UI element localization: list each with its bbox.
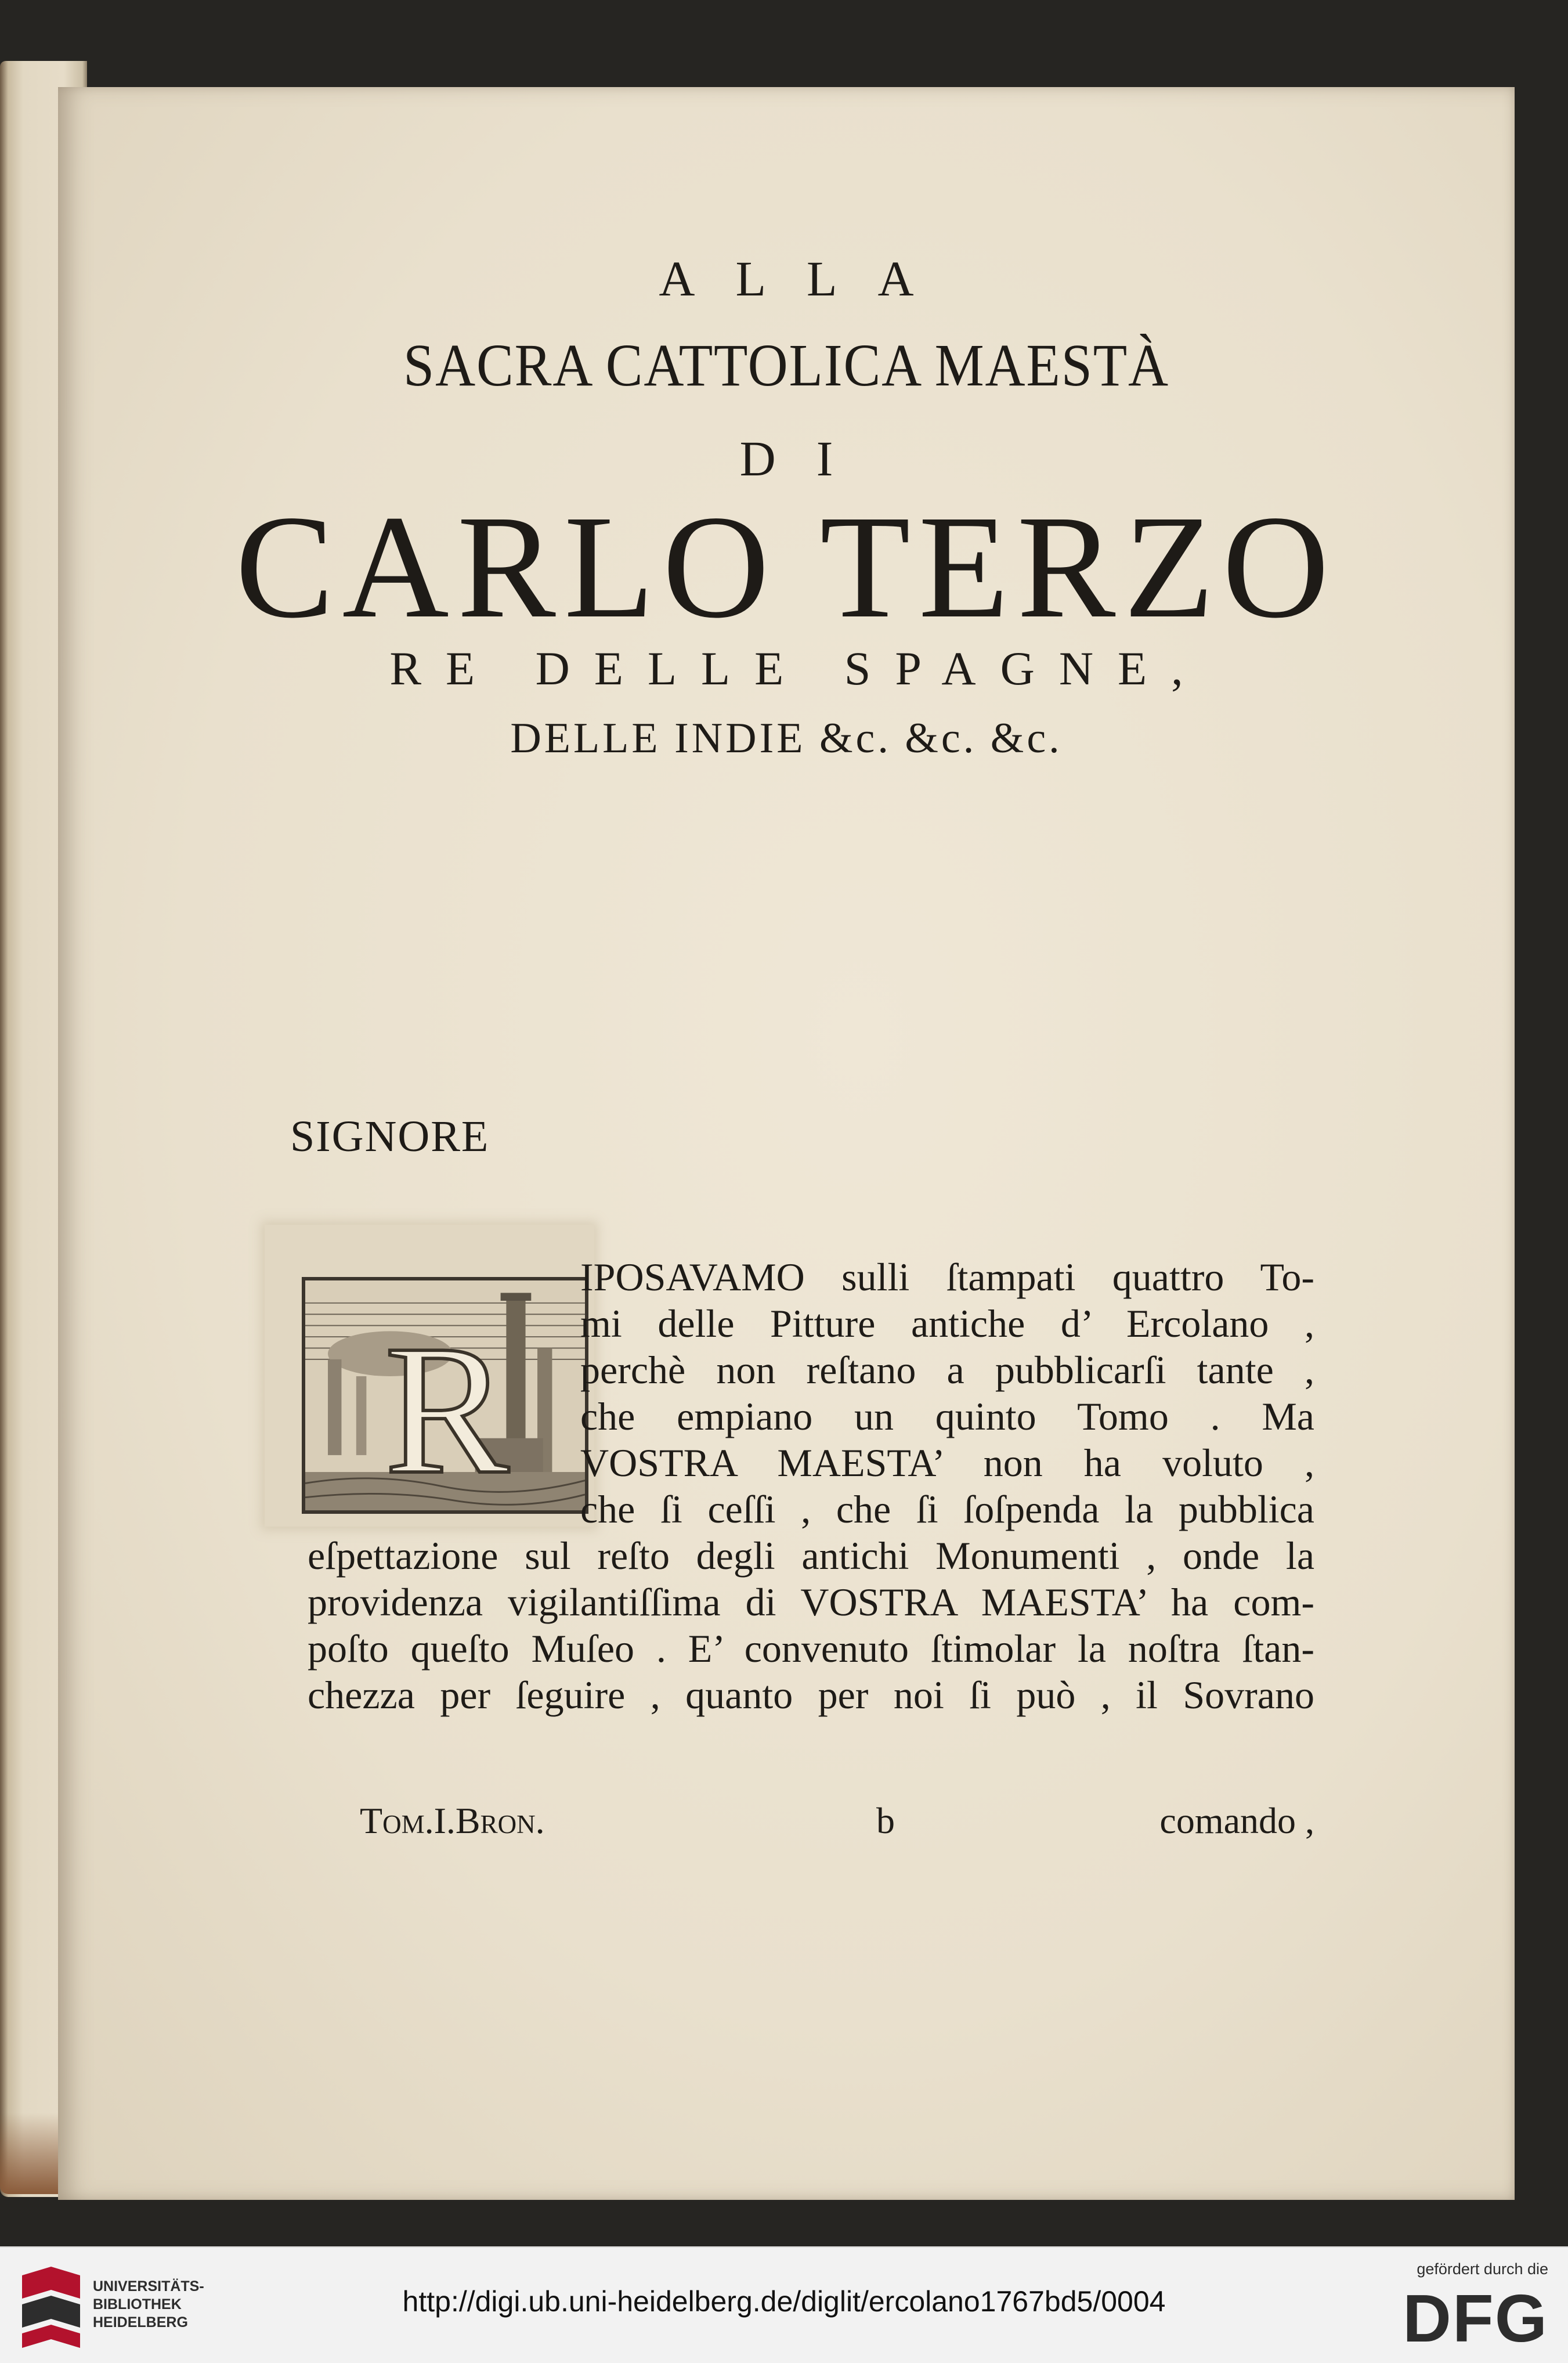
body-line: chezza per ſeguire , quanto per noi ſi può , il Sovrano <box>308 1673 1314 1717</box>
heading-carlo-terzo: CARLO TERZO <box>235 485 1338 649</box>
body-line: perchè non reſtano a pubblicarſi tante , <box>580 1348 1314 1392</box>
body-line: VOSTRA MAESTA’ non ha voluto , <box>580 1441 1314 1485</box>
body-line: che ſi ceſſi , che ſi ſoſpenda la pubblica <box>580 1487 1314 1531</box>
signature-left: Tom.I.Bron. <box>360 1800 545 1841</box>
permalink-url[interactable]: http://digi.ub.uni-heidelberg.de/diglit/ercolano1767bd5/0004 <box>402 2285 1166 2318</box>
signature-mark: b <box>876 1800 895 1841</box>
decorated-initial-ruins-icon <box>302 1277 588 1514</box>
salutation: SIGNORE <box>290 1112 490 1161</box>
body-line: providenza vigilantiſſima di VOSTRA MAESTA’ ha com- <box>308 1580 1314 1624</box>
initial-engraving <box>305 1280 585 1510</box>
page-footer <box>360 1799 1314 1846</box>
book-page <box>58 87 1515 2200</box>
heading-re-delle-spagne: RE DELLE SPAGNE, <box>389 642 1208 695</box>
initial-letter: R <box>384 1307 510 1510</box>
viewer-footer-bar <box>0 2246 1568 2363</box>
body-line: eſpettazione sul reſto degli antichi Monumenti , onde la <box>308 1534 1314 1578</box>
body-line: IPOSAVAMO sulli ſtampati quattro To- <box>580 1255 1314 1299</box>
heading-delle-indie: DELLE INDIE &c. &c. &c. <box>510 715 1063 762</box>
heading-di: DI <box>739 431 874 486</box>
library-name-line: UNIVERSITÄTS- <box>93 2278 204 2295</box>
catchword: comando , <box>1159 1800 1314 1841</box>
sponsor-caption: gefördert durch die <box>1417 2260 1548 2278</box>
body-line: mi delle Pitture antiche d’ Ercolano , <box>580 1301 1314 1345</box>
dfg-logo[interactable]: DFG <box>1403 2281 1548 2356</box>
body-line: poſto queſto Muſeo . E’ convenuto ſtimolar la noſtra ſtan- <box>308 1626 1314 1671</box>
library-name-line: HEIDELBERG <box>93 2314 188 2330</box>
body-line: che empiano un quinto Tomo . Ma <box>580 1394 1314 1438</box>
heading-sacra-cattolica: SACRA CATTOLICA MAESTÀ <box>403 332 1169 399</box>
library-name-line: BIBLIOTHEK <box>93 2296 182 2313</box>
heading-alla: ALLA <box>659 251 955 306</box>
